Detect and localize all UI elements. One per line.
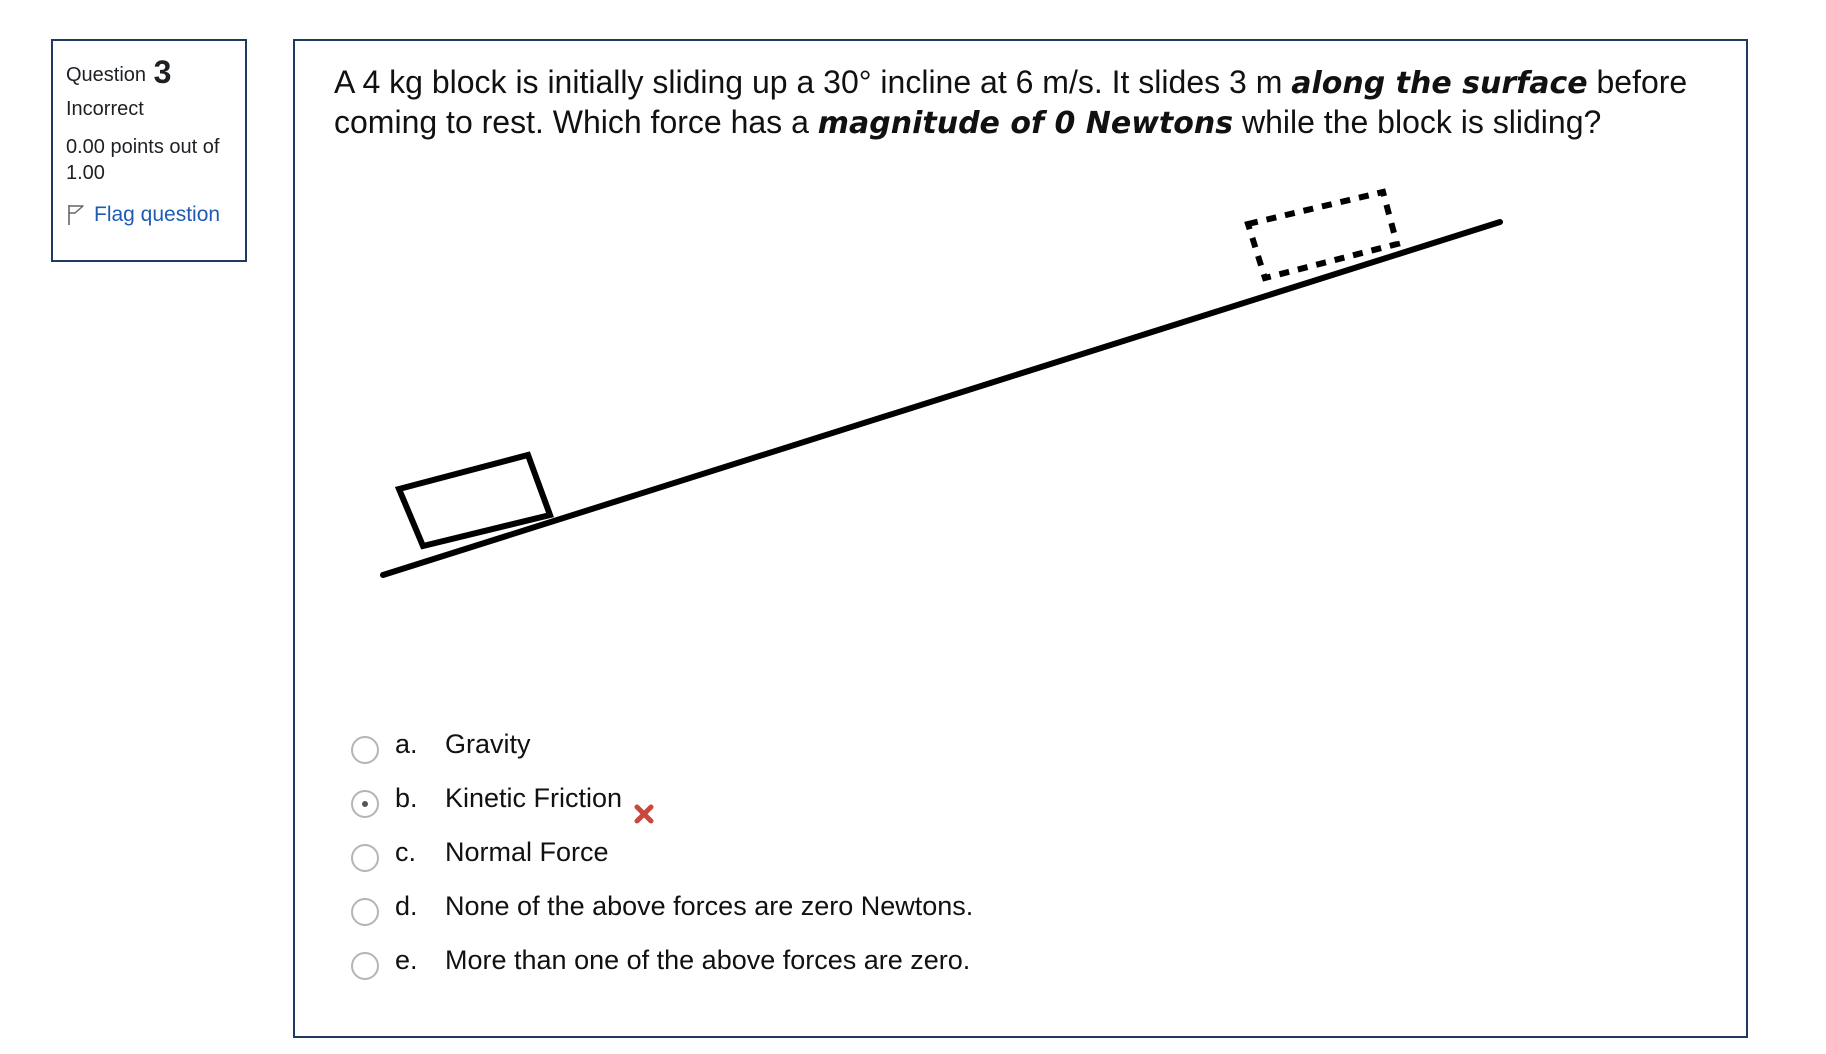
radio-b-selected[interactable] [351, 790, 379, 818]
answer-option-c[interactable] [351, 835, 1351, 889]
answer-option-b[interactable] [351, 781, 1351, 835]
answer-option-e[interactable] [351, 943, 1351, 997]
flag-outline-icon [66, 204, 86, 226]
flag-question-link[interactable] [66, 202, 233, 227]
question-emphasis-magnitude: magnitude of 0 Newtons [817, 106, 1234, 141]
question-text-part3: while the block is sliding? [1233, 104, 1602, 140]
answer-letter: a. [395, 729, 418, 759]
question-text-part1: A 4 kg block is initially sliding up a 30° incline at 6 m/s. It slides 3 m [334, 64, 1292, 100]
answer-label: None of the above forces are zero Newtons. [445, 891, 974, 921]
question-emphasis-surface: along the surface [1291, 66, 1588, 101]
radio-c[interactable] [351, 844, 379, 872]
answer-letter: b. [395, 783, 418, 813]
question-content [293, 39, 1748, 1038]
cross-icon [633, 803, 655, 825]
answer-option-d[interactable] [351, 889, 1351, 943]
answer-label: Gravity [445, 729, 531, 759]
answer-letter: d. [395, 891, 418, 921]
question-number: 3 [153, 54, 172, 90]
flag-question-label: Flag question [94, 203, 221, 227]
question-state: Incorrect [66, 98, 144, 120]
radio-a[interactable] [351, 736, 379, 764]
question-grade: 0.00 points out of 1.00 [66, 136, 220, 184]
answer-label: Normal Force [445, 837, 609, 867]
answer-letter: c. [395, 837, 417, 867]
incline-surface [383, 222, 1500, 575]
question-info-panel [51, 39, 247, 262]
final-position-block [1248, 192, 1397, 278]
question-number-line [66, 55, 233, 89]
answer-option-a[interactable] [351, 727, 1351, 781]
answer-list [351, 727, 1351, 997]
answer-label: More than one of the above forces are zero. [445, 945, 971, 975]
answer-letter: e. [395, 945, 418, 975]
radio-dot [362, 801, 368, 807]
radio-d[interactable] [351, 898, 379, 926]
answer-label: Kinetic Friction [445, 783, 623, 813]
question-text-part2: before coming to rest. Which force has a [334, 64, 1688, 140]
radio-e[interactable] [351, 952, 379, 980]
question-label: Question [66, 64, 147, 86]
